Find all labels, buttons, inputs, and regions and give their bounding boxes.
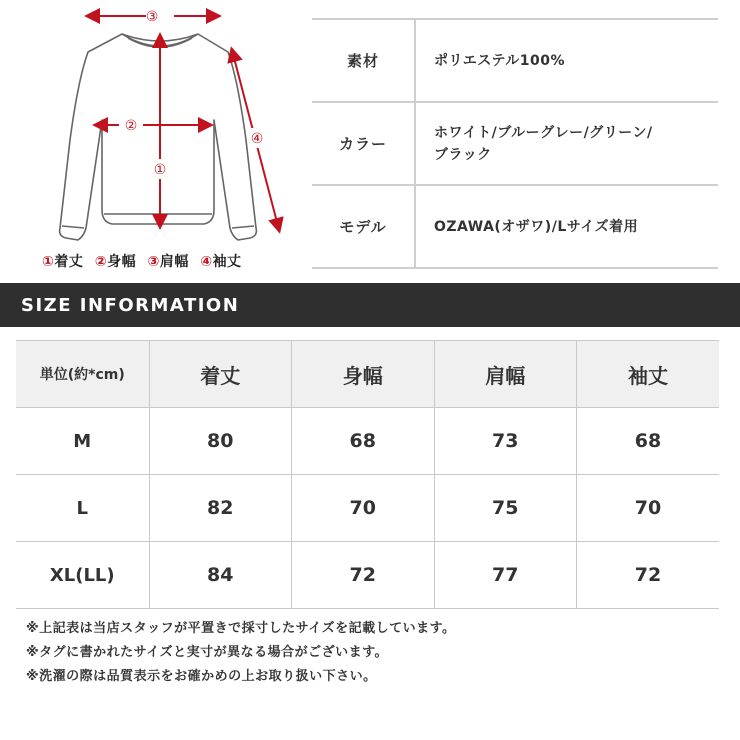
marker-3: ③ — [145, 9, 159, 25]
legend-label: 着丈 — [54, 254, 84, 270]
legend-num: ① — [42, 254, 55, 270]
notes — [26, 617, 456, 689]
table-row — [16, 542, 719, 609]
table-cell: 80 — [149, 408, 292, 475]
legend-num: ② — [94, 254, 108, 270]
spec-row-color — [312, 101, 718, 184]
legend-label: 袖丈 — [212, 254, 242, 270]
table-cell: 70 — [577, 475, 720, 542]
unit-header: 単位(約*cm) — [16, 341, 149, 408]
table-cell: 77 — [434, 542, 577, 609]
column-header: 肩幅 — [434, 341, 577, 408]
table-cell: 72 — [577, 542, 720, 609]
table-row — [16, 408, 719, 475]
table-cell: 68 — [577, 408, 720, 475]
garment-diagram — [0, 0, 300, 280]
note-line: ※洗濯の際は品質表示をお確かめの上お取り扱い下さい。 — [26, 669, 377, 684]
table-cell: 70 — [292, 475, 435, 542]
table-cell: 73 — [434, 408, 577, 475]
spec-value: ポリエステル100% — [434, 52, 565, 69]
spec-row-model — [312, 184, 718, 269]
spec-value: OZAWA(オザワ)/Lサイズ着用 — [434, 218, 639, 235]
legend-num: ④ — [200, 254, 213, 270]
spec-value: ホワイト/ブルーグレー/グリーン/ ブラック — [434, 124, 653, 163]
marker-4: ④ — [250, 131, 264, 147]
table-row — [16, 475, 719, 542]
note-line: ※上記表は当店スタッフが平置きで採寸したサイズを記載しています。 — [26, 621, 456, 636]
spec-label: カラー — [312, 103, 416, 184]
size-table-header — [16, 341, 719, 408]
spec-table — [312, 18, 718, 269]
note-line: ※タグに書かれたサイズと実寸が異なる場合がございます。 — [26, 645, 389, 660]
marker-1: ① — [153, 162, 167, 178]
table-cell: 68 — [292, 408, 435, 475]
spec-label: モデル — [312, 186, 416, 267]
sweatshirt-outline — [0, 0, 300, 280]
spec-row-material — [312, 18, 718, 101]
spec-label: 素材 — [312, 20, 416, 101]
legend-label: 肩幅 — [159, 254, 189, 270]
column-header: 袖丈 — [577, 341, 720, 408]
measurement-legend — [42, 251, 248, 271]
size-label: L — [16, 475, 149, 542]
table-cell: 84 — [149, 542, 292, 609]
size-label: XL(LL) — [16, 542, 149, 609]
legend-label: 身幅 — [107, 254, 137, 270]
column-header: 着丈 — [149, 341, 292, 408]
table-cell: 82 — [149, 475, 292, 542]
table-cell: 75 — [434, 475, 577, 542]
size-table — [16, 340, 719, 609]
column-header: 身幅 — [292, 341, 435, 408]
table-cell: 72 — [292, 542, 435, 609]
size-label: M — [16, 408, 149, 475]
size-information-banner: SIZE INFORMATION — [0, 283, 740, 327]
legend-num: ③ — [147, 254, 160, 270]
marker-2: ② — [124, 118, 138, 134]
